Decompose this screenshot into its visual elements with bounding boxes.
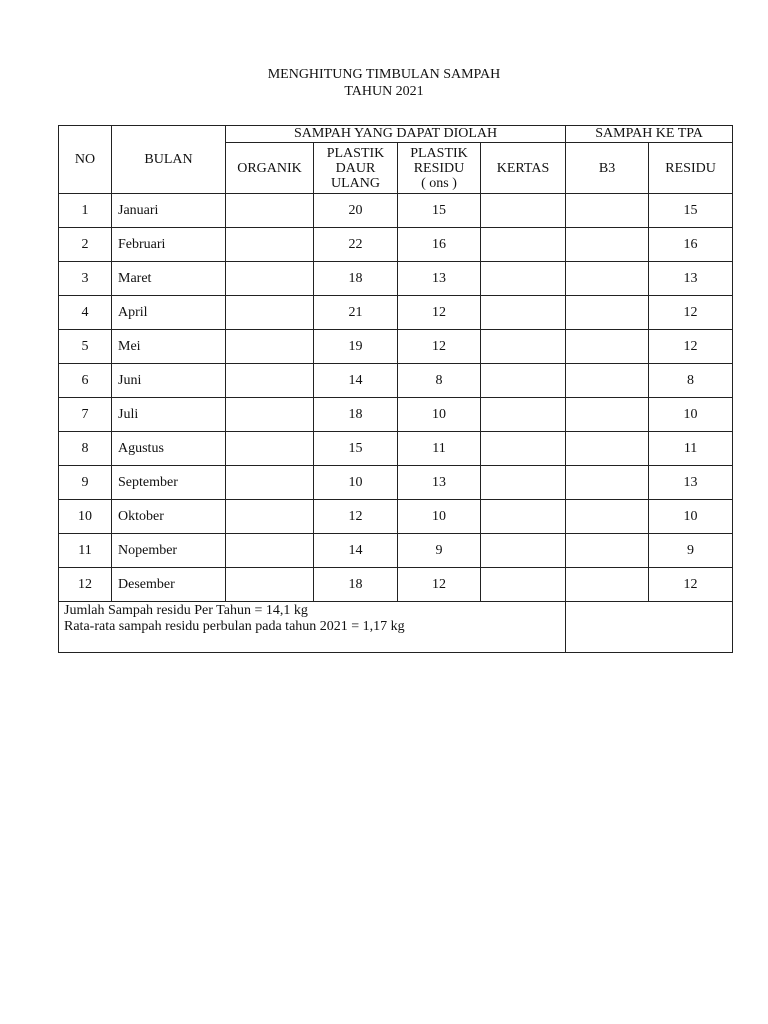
cell-bulan: Nopember [112, 534, 226, 568]
cell-b3 [566, 534, 649, 568]
cell-plastik-residu: 9 [398, 534, 481, 568]
cell-plastik-daur-ulang: 18 [314, 568, 398, 602]
cell-kertas [481, 398, 566, 432]
cell-bulan: Juli [112, 398, 226, 432]
table-row [59, 432, 733, 466]
cell-kertas [481, 194, 566, 228]
cell-bulan: Agustus [112, 432, 226, 466]
cell-organik [226, 432, 314, 466]
cell-plastik-daur-ulang: 22 [314, 228, 398, 262]
cell-plastik-daur-ulang: 14 [314, 534, 398, 568]
cell-kertas [481, 228, 566, 262]
cell-bulan: September [112, 466, 226, 500]
cell-no: 3 [59, 262, 112, 296]
cell-residu: 9 [649, 534, 733, 568]
table-row [59, 228, 733, 262]
cell-no: 5 [59, 330, 112, 364]
cell-kertas [481, 364, 566, 398]
cell-b3 [566, 500, 649, 534]
cell-residu: 10 [649, 398, 733, 432]
header-b3: B3 [566, 143, 649, 194]
cell-b3 [566, 568, 649, 602]
waste-table [58, 125, 733, 653]
table-row [59, 534, 733, 568]
table-row [59, 364, 733, 398]
cell-b3 [566, 398, 649, 432]
table-row [59, 262, 733, 296]
header-group-diolah: SAMPAH YANG DAPAT DIOLAH [226, 126, 566, 143]
cell-kertas [481, 330, 566, 364]
table-body [59, 194, 733, 602]
cell-plastik-residu: 10 [398, 500, 481, 534]
table-row [59, 466, 733, 500]
cell-no: 8 [59, 432, 112, 466]
header-residu: RESIDU [649, 143, 733, 194]
cell-no: 7 [59, 398, 112, 432]
cell-plastik-daur-ulang: 21 [314, 296, 398, 330]
cell-plastik-residu: 13 [398, 262, 481, 296]
summary-cell [59, 602, 566, 653]
cell-organik [226, 262, 314, 296]
cell-plastik-daur-ulang: 19 [314, 330, 398, 364]
cell-bulan: Oktober [112, 500, 226, 534]
header-kertas: KERTAS [481, 143, 566, 194]
cell-b3 [566, 330, 649, 364]
cell-residu: 8 [649, 364, 733, 398]
cell-b3 [566, 466, 649, 500]
cell-plastik-daur-ulang: 15 [314, 432, 398, 466]
table-row [59, 398, 733, 432]
title-line-1: MENGHITUNG TIMBULAN SAMPAH [267, 67, 501, 82]
cell-residu: 12 [649, 296, 733, 330]
cell-plastik-residu: 16 [398, 228, 481, 262]
header-plastik-daur-ulang-line: DAUR [335, 160, 376, 176]
table-row [59, 194, 733, 228]
cell-residu: 12 [649, 330, 733, 364]
cell-plastik-daur-ulang: 10 [314, 466, 398, 500]
cell-residu: 15 [649, 194, 733, 228]
cell-organik [226, 296, 314, 330]
cell-kertas [481, 296, 566, 330]
cell-no: 12 [59, 568, 112, 602]
header-bulan: BULAN [112, 126, 226, 194]
cell-residu: 13 [649, 466, 733, 500]
cell-b3 [566, 194, 649, 228]
cell-bulan: Juni [112, 364, 226, 398]
cell-no: 6 [59, 364, 112, 398]
cell-kertas [481, 466, 566, 500]
cell-no: 1 [59, 194, 112, 228]
cell-no: 2 [59, 228, 112, 262]
cell-plastik-daur-ulang: 12 [314, 500, 398, 534]
title-line-2: TAHUN 2021 [344, 84, 424, 99]
cell-plastik-residu: 13 [398, 466, 481, 500]
header-plastik-residu [398, 143, 481, 194]
cell-plastik-residu: 10 [398, 398, 481, 432]
summary-average: Rata-rata sampah residu perbulan pada tahun 2021 = 1,17 kg [64, 619, 405, 634]
cell-b3 [566, 296, 649, 330]
cell-kertas [481, 432, 566, 466]
cell-kertas [481, 500, 566, 534]
cell-organik [226, 194, 314, 228]
cell-residu: 16 [649, 228, 733, 262]
header-plastik-residu-line: ( ons ) [421, 175, 457, 191]
header-plastik-daur-ulang-line: PLASTIK [326, 145, 385, 161]
cell-kertas [481, 262, 566, 296]
cell-organik [226, 568, 314, 602]
cell-bulan: Mei [112, 330, 226, 364]
header-plastik-daur-ulang [314, 143, 398, 194]
cell-plastik-daur-ulang: 18 [314, 398, 398, 432]
cell-b3 [566, 432, 649, 466]
cell-bulan: Maret [112, 262, 226, 296]
cell-kertas [481, 568, 566, 602]
cell-organik [226, 466, 314, 500]
header-plastik-residu-line: RESIDU [413, 160, 465, 176]
cell-kertas [481, 534, 566, 568]
cell-residu: 12 [649, 568, 733, 602]
header-group-tpa: SAMPAH KE TPA [566, 126, 733, 143]
cell-no: 10 [59, 500, 112, 534]
cell-b3 [566, 364, 649, 398]
cell-plastik-residu: 8 [398, 364, 481, 398]
table-row [59, 330, 733, 364]
summary-empty-cell [566, 602, 733, 653]
cell-plastik-daur-ulang: 18 [314, 262, 398, 296]
document-title [0, 0, 768, 100]
cell-plastik-residu: 12 [398, 296, 481, 330]
header-plastik-daur-ulang-line: ULANG [331, 175, 380, 191]
cell-bulan: April [112, 296, 226, 330]
cell-no: 11 [59, 534, 112, 568]
cell-residu: 10 [649, 500, 733, 534]
cell-organik [226, 534, 314, 568]
header-plastik-residu-line: PLASTIK [410, 145, 468, 161]
cell-organik [226, 364, 314, 398]
cell-no: 9 [59, 466, 112, 500]
cell-organik [226, 228, 314, 262]
table-row [59, 296, 733, 330]
cell-plastik-residu: 12 [398, 568, 481, 602]
cell-plastik-residu: 11 [398, 432, 481, 466]
cell-residu: 13 [649, 262, 733, 296]
cell-bulan: Februari [112, 228, 226, 262]
cell-plastik-residu: 12 [398, 330, 481, 364]
cell-no: 4 [59, 296, 112, 330]
cell-plastik-residu: 15 [398, 194, 481, 228]
cell-organik [226, 500, 314, 534]
cell-b3 [566, 262, 649, 296]
cell-bulan: Januari [112, 194, 226, 228]
cell-plastik-daur-ulang: 20 [314, 194, 398, 228]
cell-b3 [566, 228, 649, 262]
cell-organik [226, 398, 314, 432]
cell-residu: 11 [649, 432, 733, 466]
cell-organik [226, 330, 314, 364]
table-row [59, 568, 733, 602]
table-row [59, 500, 733, 534]
header-organik: ORGANIK [226, 143, 314, 194]
cell-plastik-daur-ulang: 14 [314, 364, 398, 398]
header-no: NO [59, 126, 112, 194]
cell-bulan: Desember [112, 568, 226, 602]
summary-total: Jumlah Sampah residu Per Tahun = 14,1 kg [64, 603, 308, 618]
